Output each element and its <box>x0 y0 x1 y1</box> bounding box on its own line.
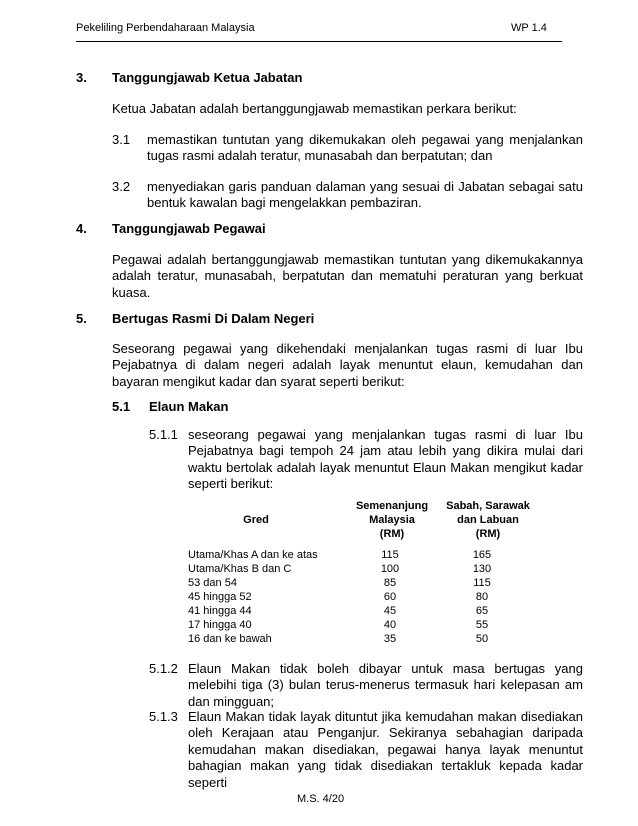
table-header-semenanjung-line3: (RM) <box>379 528 405 540</box>
section-5-number: 5. <box>76 311 87 326</box>
table-row-5-semenanjung: 45 <box>383 605 397 617</box>
table-row-3-semenanjung: 85 <box>383 577 397 589</box>
item-3-1-number: 3.1 <box>112 132 131 147</box>
table-row-7-semenanjung: 35 <box>383 633 397 645</box>
table-row-5-gred: 41 hingga 44 <box>188 605 252 617</box>
table-row-7-gred: 16 dan ke bawah <box>188 633 272 645</box>
table-row-6-semenanjung: 40 <box>383 619 397 631</box>
table-header-sabah-line2: dan Labuan <box>457 514 519 526</box>
item-3-1-text: memastikan tuntutan yang dikemukakan oleh pegawai yang menjalankan tugas rasmi adalah teratur, munasabah dan berpatutan; dan <box>147 132 583 164</box>
table-row-4-semenanjung: 60 <box>383 591 397 603</box>
section-4-number: 4. <box>76 221 87 236</box>
section-3-title: Tanggungjawab Ketua Jabatan <box>112 70 303 85</box>
table-row-3-gred: 53 dan 54 <box>188 577 237 589</box>
item-3-2-text: menyediakan garis panduan dalaman yang sesuai di Jabatan sebagai satu bentuk kawalan bagi mengelakkan pembaziran. <box>147 179 583 211</box>
table-row-2-semenanjung: 100 <box>380 563 400 575</box>
section-4-text: Pegawai adalah bertanggungjawab memastikan tuntutan yang dikemukakannya adalah teratur, munasabah, berpatutan dan mematuhi peraturan yang berkuat kuasa. <box>112 252 583 300</box>
table-row-1-semenanjung: 115 <box>381 549 399 561</box>
table-row-2-gred: Utama/Khas B dan C <box>188 563 292 575</box>
page-number: M.S. 4/20 <box>297 793 345 805</box>
table-header-semenanjung-line1: Semenanjung <box>355 500 429 512</box>
table-row-4-gred: 45 hingga 52 <box>188 591 252 603</box>
table-header-semenanjung-line2: Malaysia <box>369 514 415 526</box>
item-3-2-number: 3.2 <box>112 179 131 194</box>
table-row-7-sabah: 50 <box>475 633 489 645</box>
table-row-5-sabah: 65 <box>475 605 489 617</box>
table-row-3-sabah: 115 <box>473 577 491 589</box>
section-3-intro: Ketua Jabatan adalah bertanggungjawab memastikan perkara berikut: <box>112 101 517 116</box>
header-divider <box>76 41 562 42</box>
table-row-1-sabah: 165 <box>472 549 492 561</box>
table-row-2-sabah: 130 <box>472 563 492 575</box>
table-row-1-gred: Utama/Khas A dan ke atas <box>188 549 318 561</box>
section-3-number: 3. <box>76 70 87 85</box>
item-5-1-2-text: Elaun Makan tidak boleh dibayar untuk masa bertugas yang melebihi tiga (3) bulan terus-menerus termasuk hari kelepasan am dan mingguan; <box>188 661 583 709</box>
item-5-1-3-number: 5.1.3 <box>149 709 178 724</box>
header-document-title: Pekeliling Perbendaharaan Malaysia <box>76 22 255 34</box>
item-5-1-1-number: 5.1.1 <box>149 427 178 442</box>
subsection-5-1-title: Elaun Makan <box>149 399 229 414</box>
item-5-1-1-text: seseorang pegawai yang menjalankan tugas rasmi di luar Ibu Pejabatnya bagi tempoh 24 jam atau lebih yang dikira mulai dari waktu bertolak adalah layak menuntut Elaun Makan mengikut kadar seperti berikut: <box>188 427 583 492</box>
item-5-1-3-text: Elaun Makan tidak layak dituntut jika kemudahan makan disediakan oleh Kerajaan atau Penganjur. Sekiranya sebahagian daripada kemudahan makan disediakan, pegawai hanya layak menuntut bahagian makan yang tidak disediakan tertakluk kepada kadar seperti <box>188 709 583 790</box>
table-row-4-sabah: 80 <box>475 591 489 603</box>
section-4-title: Tanggungjawab Pegawai <box>112 221 266 236</box>
table-header-sabah-line1: Sabah, Sarawak <box>446 500 530 512</box>
section-5-title: Bertugas Rasmi Di Dalam Negeri <box>112 311 315 326</box>
table-header-gred: Gred <box>243 514 269 526</box>
subsection-5-1-number: 5.1 <box>112 399 131 414</box>
table-row-6-sabah: 55 <box>475 619 489 631</box>
table-header-sabah-line3: (RM) <box>475 528 501 540</box>
section-5-text: Seseorang pegawai yang dikehendaki menjalankan tugas rasmi di luar Ibu Pejabatnya di dalam negeri adalah layak menuntut elaun, kemudahan dan bayaran mengikut kadar dan syarat seperti berikut: <box>112 341 583 389</box>
item-5-1-2-number: 5.1.2 <box>149 661 178 676</box>
table-row-6-gred: 17 hingga 40 <box>188 619 252 631</box>
header-document-code: WP 1.4 <box>511 22 547 34</box>
